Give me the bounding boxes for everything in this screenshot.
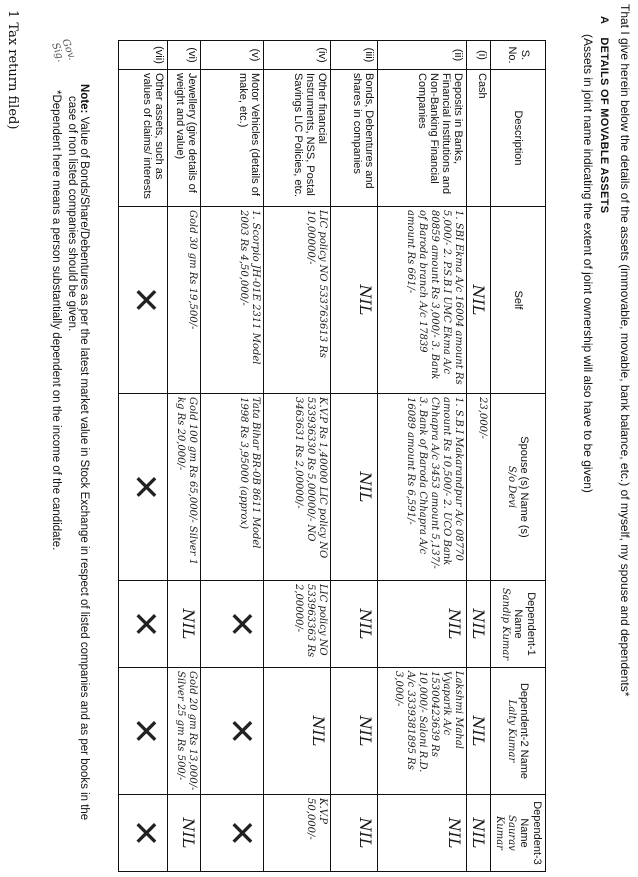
cross-mark-icon: ✕: [125, 472, 165, 502]
row-spouse: K.V.P Rs 1,40000 LIC policy NO 533936330 Rs 5,00000/- NO 3463631 Rs 2,00000/-: [264, 394, 331, 581]
section-heading: [598, 16, 610, 864]
row-description: Deposits in Banks, Financial Institutions and Non-Banking Financial Companies: [378, 70, 467, 207]
row-dep3: [201, 795, 264, 872]
row-dep3: NIL: [467, 795, 491, 872]
table-row: [264, 41, 331, 872]
row-dep1: NIL: [331, 581, 378, 668]
row-description: Cash: [467, 70, 491, 207]
header-dep1-handwritten: Sandip Kumar: [500, 587, 511, 661]
row-description: Other assets, such as values of claims/ interests: [119, 70, 168, 207]
cross-mark-icon: ✕: [125, 818, 165, 848]
row-dep3: NIL: [378, 795, 467, 872]
row-sno: (iv): [264, 41, 331, 70]
row-spouse: [119, 394, 168, 581]
cross-mark-icon: ✕: [221, 818, 261, 848]
row-dep1: NIL: [378, 581, 467, 668]
header-dep2-handwritten: Lalty Kumar: [506, 699, 518, 763]
row-dep3: [119, 795, 168, 872]
section-title: DETAILS OF MOVABLE ASSETS: [598, 37, 610, 214]
row-self: NIL: [467, 207, 491, 394]
header-spouse: [491, 394, 546, 581]
row-sno: (ii): [378, 41, 467, 70]
cross-mark-icon: ✕: [125, 609, 165, 639]
note-text: Value of Bonds/Share/Debentures as per the latest market value in Stock Exchange in respect of listed companies and as per books in the: [78, 116, 90, 821]
row-spouse: Tata Bihar BR-0B 8611 Model 1998 Rs 3,95000 (approx): [201, 394, 264, 581]
row-dep1: NIL: [467, 581, 491, 668]
cross-mark-icon: ✕: [125, 285, 165, 315]
header-dependent-1: [491, 581, 546, 668]
row-self: LIC policy NO 533763613 Rs 10,00000/-: [264, 207, 331, 394]
row-description: Other financial Instruments, NSS, Postal Savings LIC Policies, etc.: [264, 70, 331, 207]
row-description: Motor Vehicles (details of make, etc.): [201, 70, 264, 207]
note-text-cont: case of non listed companies should be given.: [66, 96, 78, 332]
table-row: [378, 41, 467, 872]
intro-line: That I give herein below the details of the assets (immovable, movable, bank balance, etc.) of myself, my spouse and dependents*: [618, 4, 632, 697]
cross-mark-icon: ✕: [125, 716, 165, 746]
row-dep2: Gold 20 gm Rs 13,000/- Silver 25 gm Rs 500/-: [168, 668, 201, 795]
note-label: Note:: [78, 84, 90, 114]
table-header-row: [491, 41, 546, 872]
movable-assets-table: [118, 40, 546, 872]
section-subheading: (Assets in joint name indicating the extent of joint ownership will also have to be given): [581, 34, 595, 493]
row-self: 1. Scorpio JH-01E 2311 Model 2003 Rs 4,50,000/-: [201, 207, 264, 394]
row-self: Gold 30 gm Rs 19,500/-: [168, 207, 201, 394]
row-description: Jewellery (give details of weight and value): [168, 70, 201, 207]
cross-mark-icon: ✕: [221, 716, 261, 746]
cross-mark-icon: ✕: [221, 609, 261, 639]
row-self: 1. SBI Ekma A/c 16004 amount Rs 5,000/- 2. P.S.B.I UMC Ekma A/c 80859 amount Rs 3,000/- 3. Bank of Baroda branch A/c 17839 amount Rs 661/-: [378, 207, 467, 394]
header-spouse-label: Spouse (s) Name (s): [518, 436, 531, 538]
row-spouse: 1. S.B.I Makarandpur A/c 08770 amount Rs 10,500/- 2. UCO Bank Chhapra A/c 3453 amount 5,137/- 3. Bank of Baroda Chhapra A/c 16089 amount Rs 6,591/-: [378, 394, 467, 581]
tax-return-note: 1 Tax return filed): [5, 10, 20, 130]
row-dep2: [201, 668, 264, 795]
row-dep1: [119, 581, 168, 668]
notes-block: [50, 84, 90, 864]
row-sno: (vi): [168, 41, 201, 70]
row-dep2: Lakshmi Mahal Vyaparik A/c 15300423639 Rs 10,000/- Saloni R.D. A/c 3339381895 Rs 3,000/-: [378, 668, 467, 795]
header-sno: S. No.: [491, 41, 546, 70]
table-row: [119, 41, 168, 872]
header-dependent-2: [491, 668, 546, 795]
row-dep3: NIL: [331, 795, 378, 872]
stamp-mark: Gov. Sig.: [49, 37, 78, 64]
row-dep2: NIL: [264, 668, 331, 795]
row-dep2: [119, 668, 168, 795]
intro-block: [581, 4, 632, 864]
row-sno: (vii): [119, 41, 168, 70]
table-row: [201, 41, 264, 872]
table-row: [467, 41, 491, 872]
row-sno: (v): [201, 41, 264, 70]
header-dep2-label: Dependent-2 Name: [518, 682, 531, 779]
table-row: [168, 41, 201, 872]
row-dep1: [201, 581, 264, 668]
row-self: NIL: [331, 207, 378, 394]
row-dep3: NIL: [168, 795, 201, 872]
header-self: Self: [491, 207, 546, 394]
header-dependent-3: [491, 795, 546, 872]
header-dep1-label: Dependent-1 Name: [512, 592, 537, 656]
row-self: [119, 207, 168, 394]
row-dep1: LIC policy NO 533963363 Rs 2,00000/-: [264, 581, 331, 668]
row-sno: (i): [467, 41, 491, 70]
row-dep3: K.V.P 50,000/-: [264, 795, 331, 872]
section-mark: A: [598, 16, 610, 25]
row-description: Bonds, Debentures and shares in companies: [331, 70, 378, 207]
table-row: [331, 41, 378, 872]
header-description: Description: [491, 70, 546, 207]
row-dep2: NIL: [331, 668, 378, 795]
row-spouse: Gold 100 gm Rs 65,000/- Silver 1 kg Rs 20,000/-: [168, 394, 201, 581]
dependent-definition: *Dependent here means a person substantially dependent on the income of the candidate.: [50, 90, 62, 551]
row-dep2: NIL: [467, 668, 491, 795]
header-dep3-handwritten: Saurav Kumar: [494, 815, 517, 851]
row-spouse: NIL: [331, 394, 378, 581]
row-sno: (iii): [331, 41, 378, 70]
header-spouse-handwritten: S/o Devi: [506, 465, 518, 509]
header-dep3-label: Dependent-3 Name: [518, 801, 543, 865]
row-dep1: NIL: [168, 581, 201, 668]
row-spouse: 23,000/-: [467, 394, 491, 581]
note-line: [66, 84, 90, 864]
